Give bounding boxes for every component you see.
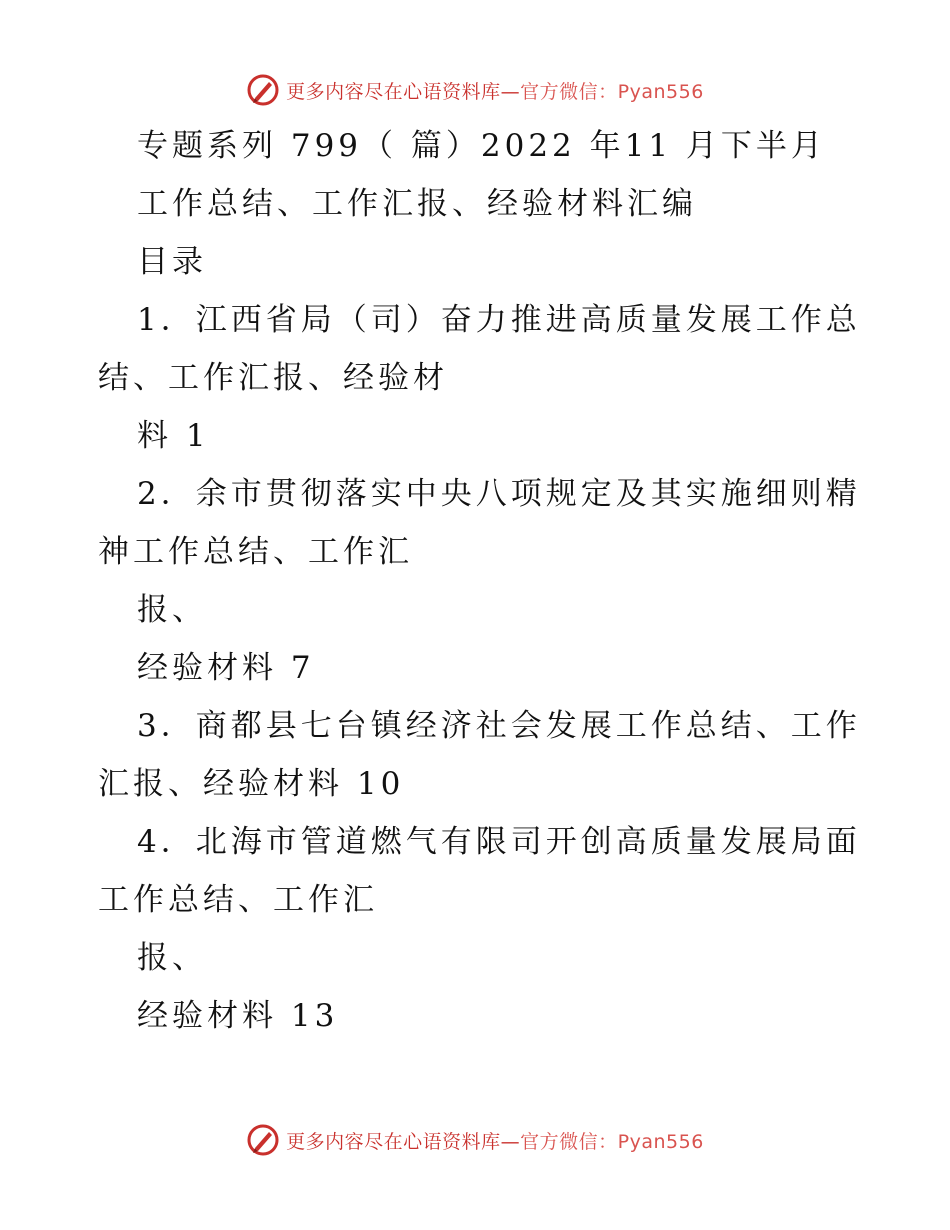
pen-logo-icon — [246, 73, 280, 107]
pen-logo-icon — [246, 1123, 280, 1157]
watermark-banner-bottom — [0, 1120, 950, 1160]
watermark-text: 更多内容尽在心语资料库 — [286, 1130, 501, 1153]
toc-entry-4-line-3: 报、 — [137, 940, 207, 976]
toc-entry-3-line-2: 汇报、经验材料 10 — [98, 766, 405, 802]
toc-entry-2-line-1: 2．余市贯彻落实中央八项规定及其实施细则精 — [137, 476, 861, 512]
watermark-wechat: 官方微信：Pyan556 — [520, 1130, 704, 1153]
toc-entry-4-line-1: 4．北海市管道燃气有限司开创高质量发展局面 — [137, 824, 861, 860]
toc-entry-1-line-2: 结、工作汇报、经验材 — [98, 360, 448, 396]
watermark-separator: — — [500, 1130, 521, 1153]
toc-entry-2-line-2: 神工作总结、工作汇 — [98, 534, 413, 570]
toc-entry-1-line-3: 料 1 — [137, 418, 210, 454]
watermark-banner-top — [0, 70, 950, 110]
toc-entry-4-line-4: 经验材料 13 — [137, 998, 339, 1034]
watermark-text: 更多内容尽在心语资料库 — [286, 80, 501, 103]
toc-entry-3-line-1: 3．商都县七台镇经济社会发展工作总结、工作 — [137, 708, 861, 744]
watermark-wechat: 官方微信：Pyan556 — [520, 80, 704, 103]
watermark-separator: — — [500, 80, 521, 103]
document-title-line-2: 工作总结、工作汇报、经验材料汇编 — [137, 186, 697, 222]
toc-entry-2-line-4: 经验材料 7 — [137, 650, 315, 686]
toc-entry-2-line-3: 报、 — [137, 592, 207, 628]
document-title-line-1: 专题系列 799（ 篇）2022 年11 月下半月 — [137, 128, 826, 164]
toc-entry-4-line-2: 工作总结、工作汇 — [98, 882, 378, 918]
toc-heading: 目录 — [137, 244, 207, 280]
toc-entry-1-line-1: 1．江西省局（司）奋力推进高质量发展工作总 — [137, 302, 861, 338]
